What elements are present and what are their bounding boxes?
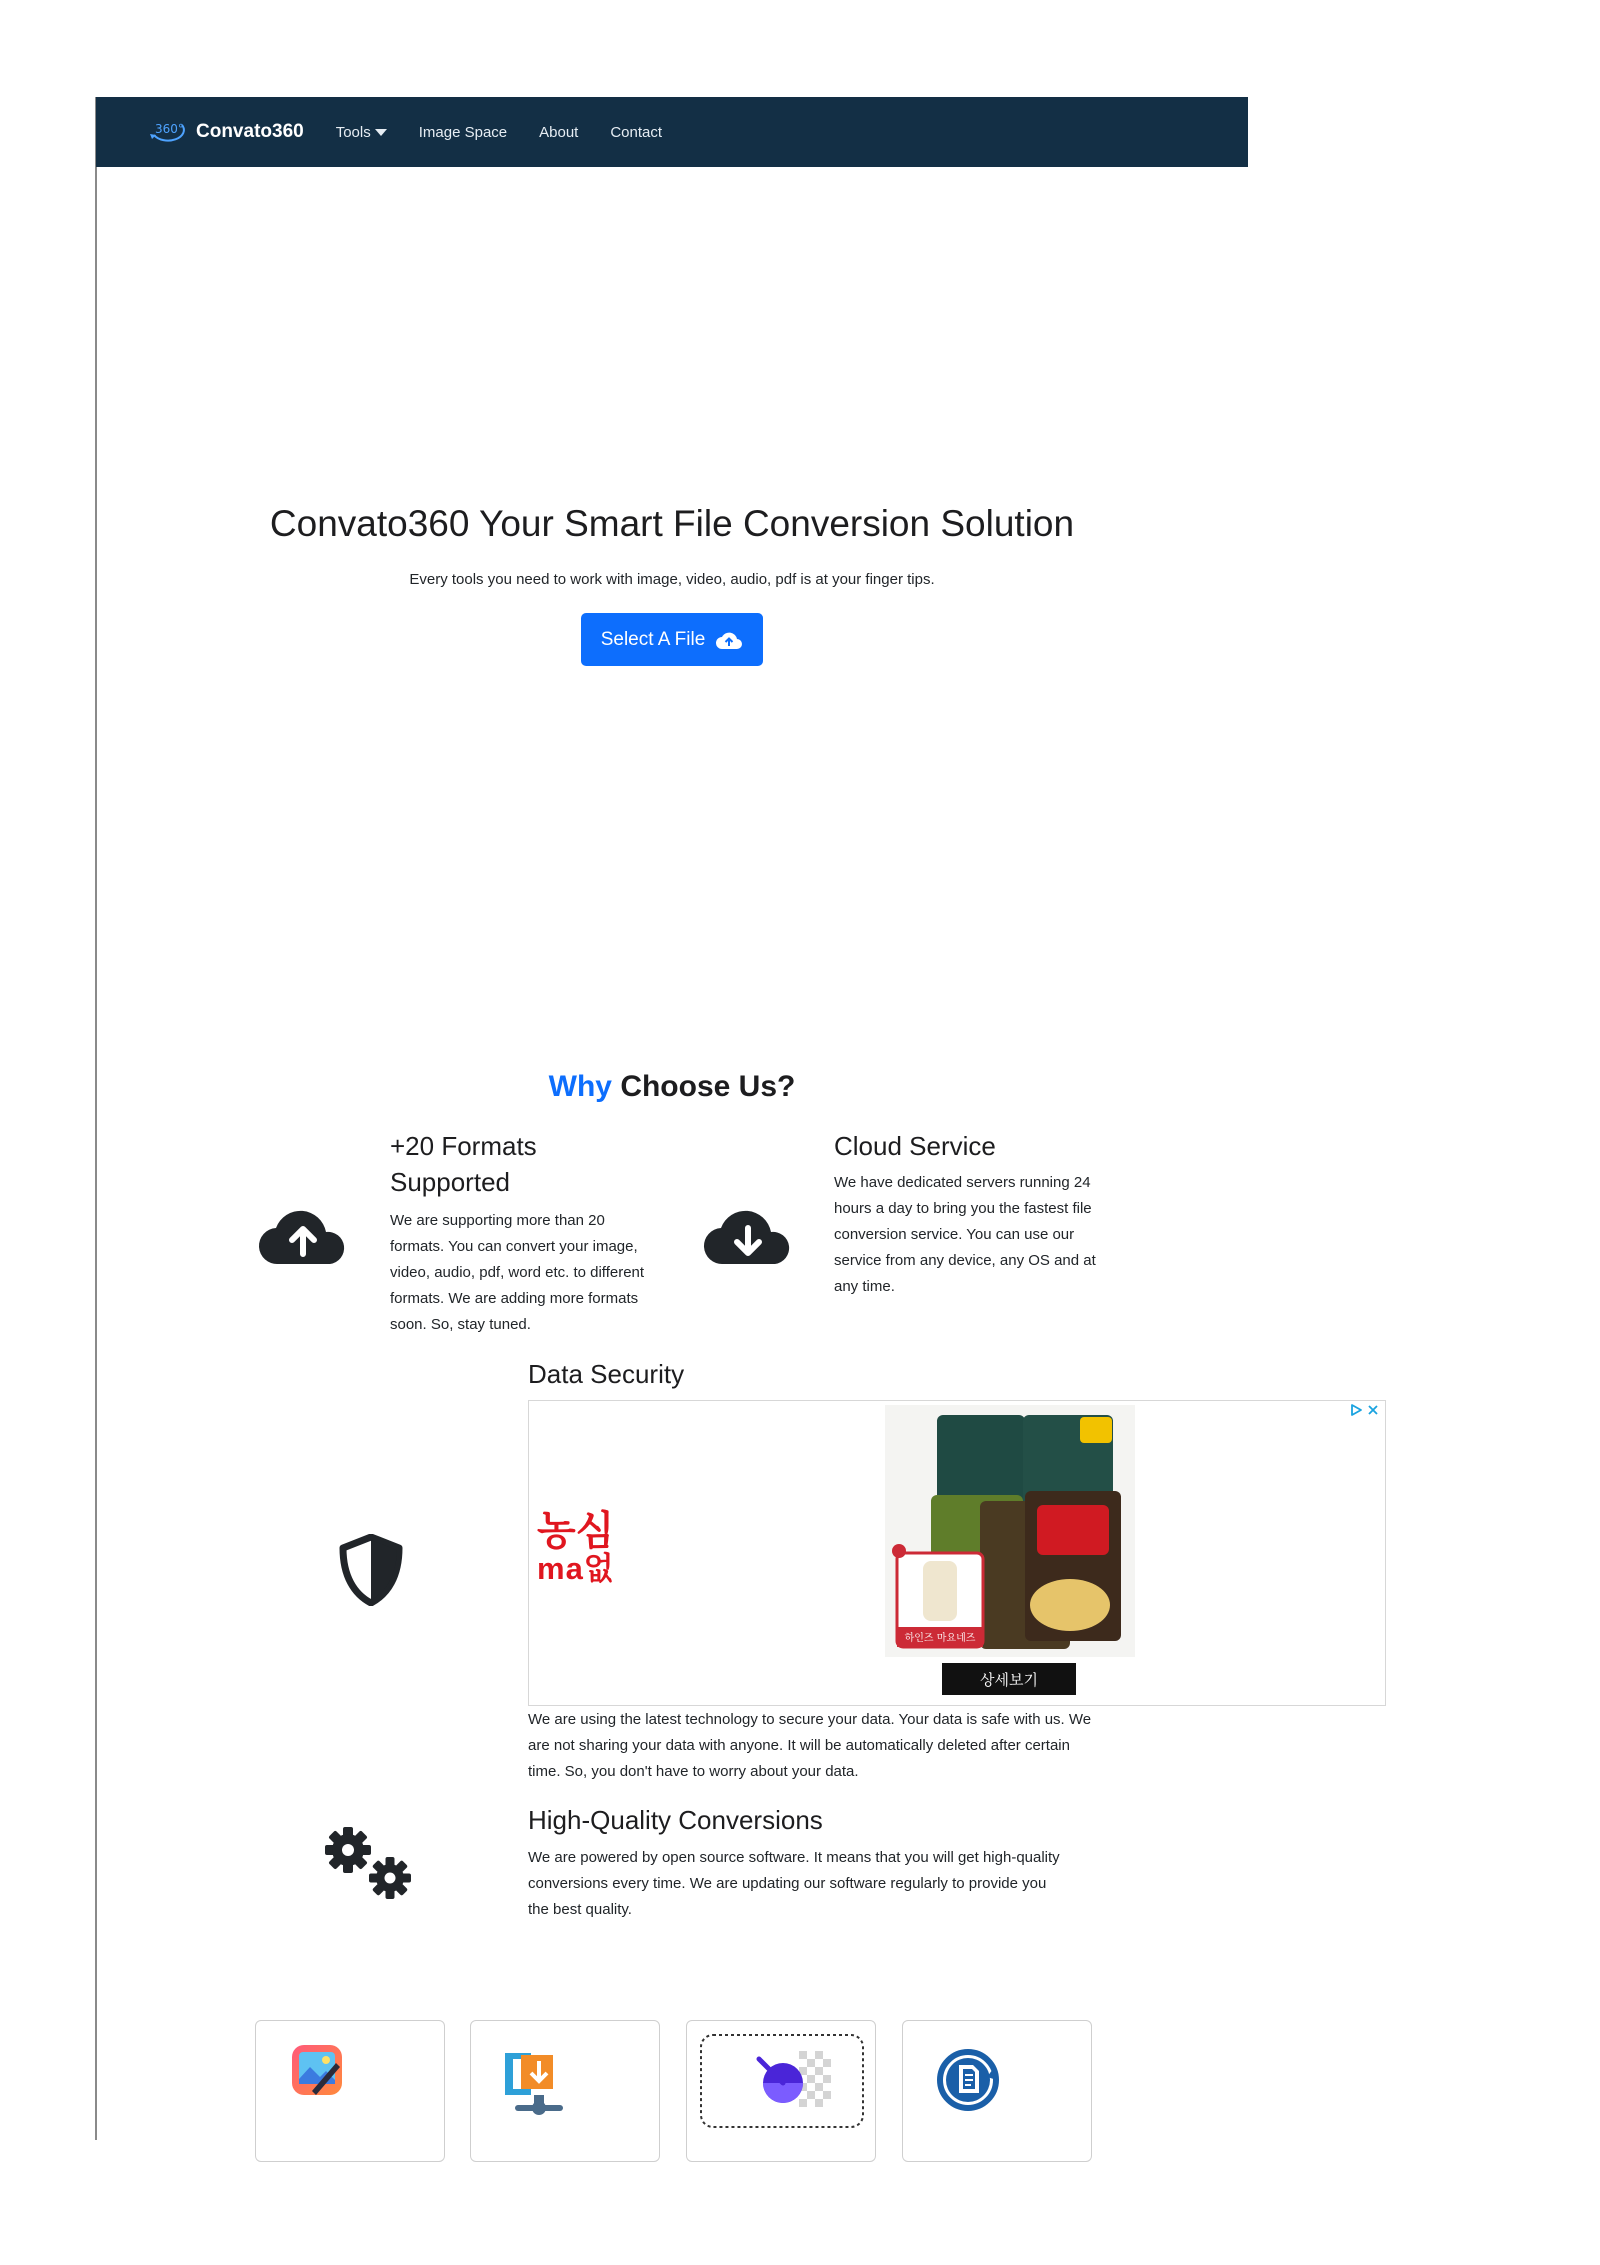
hero-subtitle: Every tools you need to work with image, video, audio, pdf is at your finger tips. xyxy=(409,571,935,588)
logo-360-text: 360° xyxy=(155,122,184,136)
why-choose-us-title xyxy=(0,1070,1344,1104)
image-editor-icon xyxy=(290,2043,344,2097)
tool-card-file-convert[interactable] xyxy=(902,2020,1092,2162)
top-navbar xyxy=(96,97,1248,167)
brand-link[interactable] xyxy=(148,113,304,151)
ad-product-image xyxy=(885,1405,1135,1657)
snack-products-image xyxy=(885,1405,1135,1657)
feature-cloud-title: Cloud Service xyxy=(834,1131,996,1161)
file-compress-icon xyxy=(501,2049,565,2117)
shield-icon xyxy=(338,1534,404,1606)
ad-brand-line2: ma없 xyxy=(537,1551,615,1586)
cloud-upload-icon xyxy=(258,1200,348,1266)
tool-card-file-compress[interactable] xyxy=(470,2020,660,2162)
why-title-accent: Why xyxy=(548,1070,612,1103)
brand-name: Convato360 xyxy=(196,121,304,142)
feature-formats-text: We are supporting more than 20 formats. You can convert your image, video, audio, pdf, word etc. to different formats. We are adding more formats soon. So, stay tuned. xyxy=(390,1212,645,1333)
nav-item-tools-label: Tools xyxy=(335,123,371,141)
select-file-button[interactable] xyxy=(581,613,763,666)
ad-close-icon[interactable] xyxy=(1367,1404,1379,1416)
select-file-button-label: Select A File xyxy=(600,628,706,650)
ad-cta-button[interactable]: 상세보기 xyxy=(942,1663,1076,1695)
cloud-upload-icon xyxy=(715,630,743,650)
why-title-rest: Choose Us? xyxy=(620,1070,796,1103)
ad-choices xyxy=(1349,1403,1379,1417)
page-left-border xyxy=(95,97,97,2140)
caret-down-icon xyxy=(375,129,387,136)
nav-item-contact[interactable]: Contact xyxy=(610,123,663,141)
feature-security-title: Data Security xyxy=(528,1359,685,1389)
file-convert-icon xyxy=(935,2047,1001,2113)
nav-menu xyxy=(336,124,694,141)
tool-card-image-editor[interactable] xyxy=(255,2020,445,2162)
feature-quality-title: High-Quality Conversions xyxy=(528,1805,823,1835)
background-remover-icon xyxy=(699,2033,865,2129)
nav-item-about[interactable]: About xyxy=(539,123,579,141)
nav-item-image-space[interactable]: Image Space xyxy=(418,123,508,141)
ad-brand-line1: 농심 xyxy=(537,1509,615,1553)
nav-item-tools[interactable] xyxy=(336,124,387,141)
feature-security-text: We are using the latest technology to secure your data. Your data is safe with us. We are not sharing your data with anyone. It will be automatically deleted after certain time. So, you don't have to worry about your data. xyxy=(528,1711,1092,1780)
feature-quality-text: We are powered by open source software. It means that you will get high-quality conversions every time. We are updating our software regularly to provide you the best quality. xyxy=(528,1849,1060,1918)
advertisement-banner[interactable] xyxy=(528,1400,1386,1706)
tool-card-background-remover[interactable] xyxy=(686,2020,876,2162)
ad-brand-logo xyxy=(537,1509,615,1585)
ad-product-label: 하인즈 마요네즈 xyxy=(904,1633,976,1644)
ad-choices-icon[interactable] xyxy=(1349,1403,1363,1417)
gears-icon xyxy=(324,1826,416,1902)
convato360-logo-icon xyxy=(148,113,190,151)
cloud-download-icon xyxy=(703,1200,793,1266)
feature-cloud-text: We have dedicated servers running 24 hours a day to bring you the fastest file conversion service. You can use our service from any device, any OS and at any time. xyxy=(834,1174,1096,1295)
hero-title: Convato360 Your Smart File Conversion Solution xyxy=(269,503,1075,544)
feature-formats-title: +20 Formats Supported xyxy=(390,1131,537,1197)
